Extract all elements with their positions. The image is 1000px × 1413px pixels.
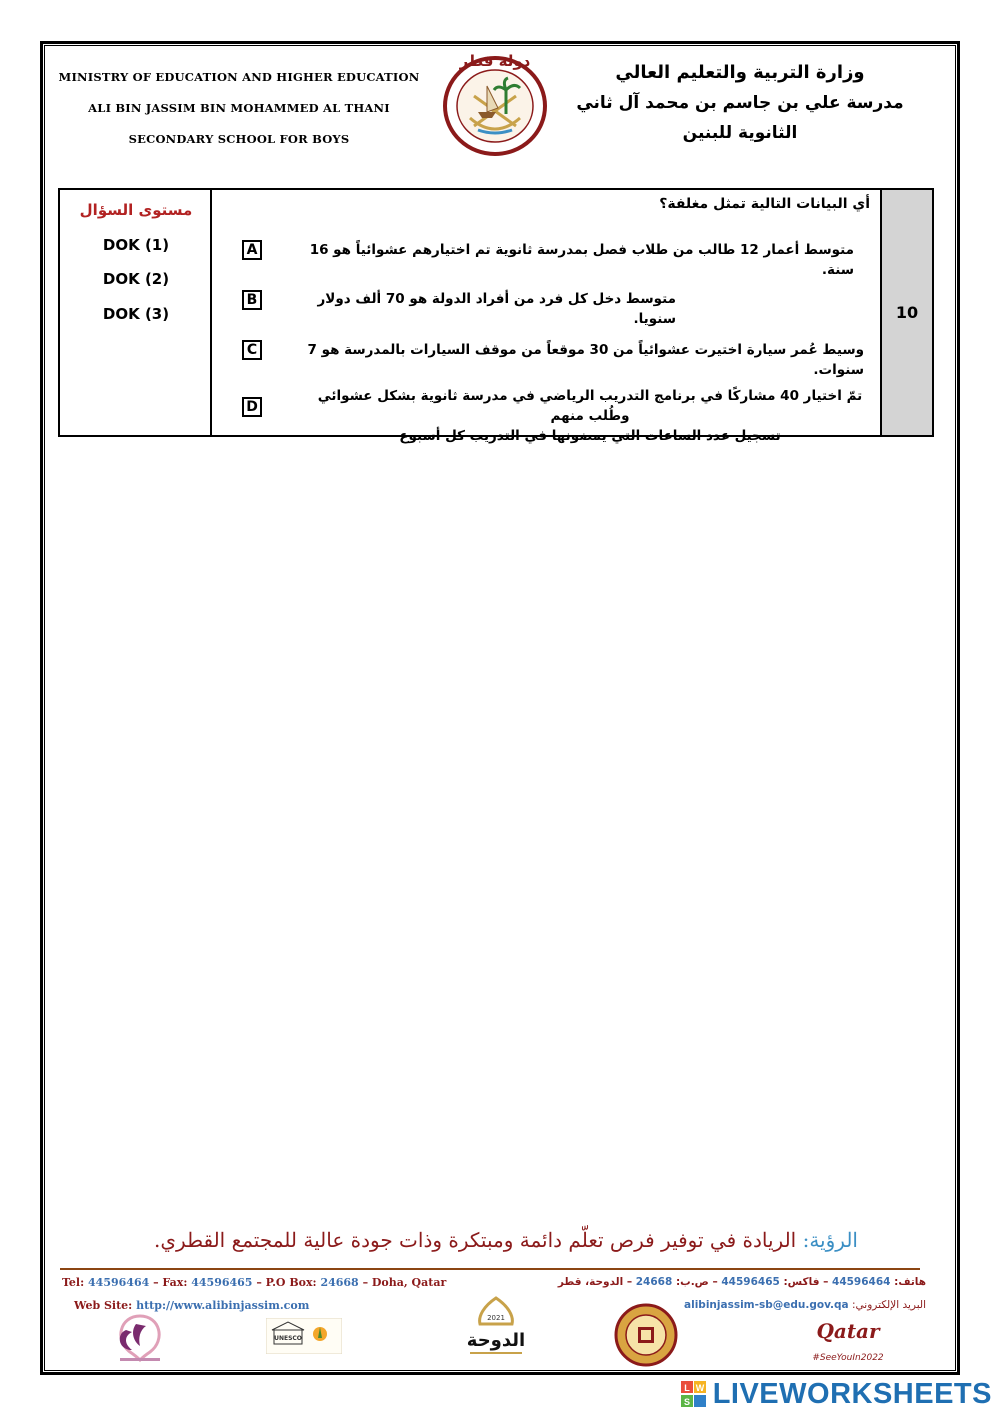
qatar-brand: Qatar	[816, 1319, 880, 1343]
email-link[interactable]: alibinjassim-sb@edu.gov.qa	[684, 1299, 849, 1311]
doha-2021-logo	[462, 1294, 530, 1366]
po-number: 24668	[320, 1276, 359, 1289]
unesco-logo	[266, 1318, 342, 1354]
po-number-ar: 24668	[635, 1276, 673, 1288]
option-a-text: متوسط أعمار 12 طالب من طلاب فصل بمدرسة ثانوية تم اختيارهم عشوائياً هو 16 سنة.	[309, 242, 854, 278]
liveworksheets-watermark[interactable]	[681, 1378, 992, 1411]
option-d-text	[310, 386, 870, 446]
header-school-type-en: SECONDARY SCHOOL FOR BOYS	[128, 132, 350, 146]
city-ar: – الدوحة، قطر	[557, 1276, 633, 1288]
website-label: Web Site:	[74, 1299, 133, 1312]
contact-arabic	[558, 1276, 926, 1288]
school-seal-logo	[612, 1302, 680, 1368]
doha-name: الدوحة	[466, 1330, 526, 1351]
fax-number: 44596465	[191, 1276, 253, 1289]
dok-level-1[interactable]: DOK (1)	[102, 236, 170, 254]
option-d-line-1: تمّ اختيار 40 مشاركًا في برنامج التدريب الرياضي في مدرسة ثانوية بشكل عشوائي وطُلب منهم	[317, 388, 863, 424]
tel-label: Tel:	[62, 1276, 85, 1289]
po-label: – P.O Box:	[256, 1276, 317, 1289]
badge-letter-l: L	[683, 1382, 690, 1393]
option-a-box[interactable]: A	[242, 240, 262, 260]
header-ministry-en: MINISTRY OF EDUCATION AND HIGHER EDUCATION	[58, 70, 420, 84]
email	[684, 1299, 926, 1311]
option-d-line-2: تسجيل عدد الساعات التي يمضونها في التدريب كل أسبوع	[399, 428, 781, 444]
dok-level-2[interactable]: DOK (2)	[102, 270, 170, 288]
fax-number-ar: 44596465	[721, 1276, 780, 1288]
liveworksheets-text: LIVEWORKSHEETS	[712, 1378, 992, 1410]
website-link[interactable]: http://www.alibinjassim.com	[136, 1299, 310, 1312]
option-b-box[interactable]: B	[242, 290, 262, 310]
qatar-ministry-emblem	[430, 48, 560, 160]
tel-number: 44596464	[88, 1276, 150, 1289]
unesco-text: UNESCO	[274, 1335, 302, 1342]
header-school-name-ar: مدرسة علي بن جاسم بن محمد آل ثاني	[576, 93, 904, 113]
option-c-box[interactable]: C	[242, 340, 262, 360]
vision-lead: الرؤية:	[802, 1228, 858, 1252]
option-b-text: متوسط دخل كل فرد من أفراد الدولة هو 70 ألف دولار سنويا.	[317, 291, 676, 327]
header-arabic	[560, 58, 920, 148]
qatar-tag: #SeeYouIn2022	[812, 1353, 884, 1363]
option-d-box[interactable]: D	[242, 397, 262, 417]
doha-year: 2021	[487, 1314, 505, 1322]
badge-letter-w: W	[695, 1382, 704, 1393]
vision-statement	[120, 1228, 892, 1252]
contact-english	[62, 1276, 446, 1289]
header-ministry-ar: وزارة التربية والتعليم العالي	[615, 62, 865, 83]
qatar-2022-logo	[800, 1318, 896, 1364]
fax-label: – Fax:	[153, 1276, 188, 1289]
option-c-text: وسيط عُمر سيارة اختيرت عشوائياً من 30 موقعاً من موقف السيارات بالمدرسة هو 7 سنوات.	[307, 342, 864, 378]
question-number: 10	[880, 190, 932, 435]
footer-divider	[60, 1268, 920, 1270]
tel-label-ar: هاتف:	[894, 1276, 926, 1288]
po-label-ar: – ص.ب:	[675, 1276, 718, 1288]
email-label: البريد الإلكتروني:	[852, 1299, 926, 1311]
city: – Doha, Qatar	[362, 1276, 447, 1289]
badge-letter-s: S	[683, 1396, 690, 1407]
vision-text: الريادة في توفير فرص تعلّم دائمة ومبتكرة وذات جودة عالية للمجتمع القطري.	[154, 1228, 797, 1252]
liveworksheets-badge-icon	[681, 1381, 707, 1409]
dok-level-3[interactable]: DOK (3)	[102, 305, 170, 323]
heritage-logo	[106, 1310, 174, 1366]
emblem-text: دولة قطر	[459, 52, 531, 70]
fax-label-ar: – فاكس:	[783, 1276, 829, 1288]
header-school-type-ar: الثانوية للبنين	[682, 123, 798, 143]
question-level-column	[60, 190, 212, 435]
question-prompt: أي البيانات التالية تمثل مغلفة؟	[659, 196, 870, 212]
header-school-name-en: ALI BIN JASSIM BIN MOHAMMED AL THANI	[88, 101, 390, 115]
tel-number-ar: 44596464	[832, 1276, 891, 1288]
question-table	[58, 188, 934, 444]
question-level-title: مستوى السؤال	[79, 201, 193, 219]
header-english	[48, 62, 430, 155]
